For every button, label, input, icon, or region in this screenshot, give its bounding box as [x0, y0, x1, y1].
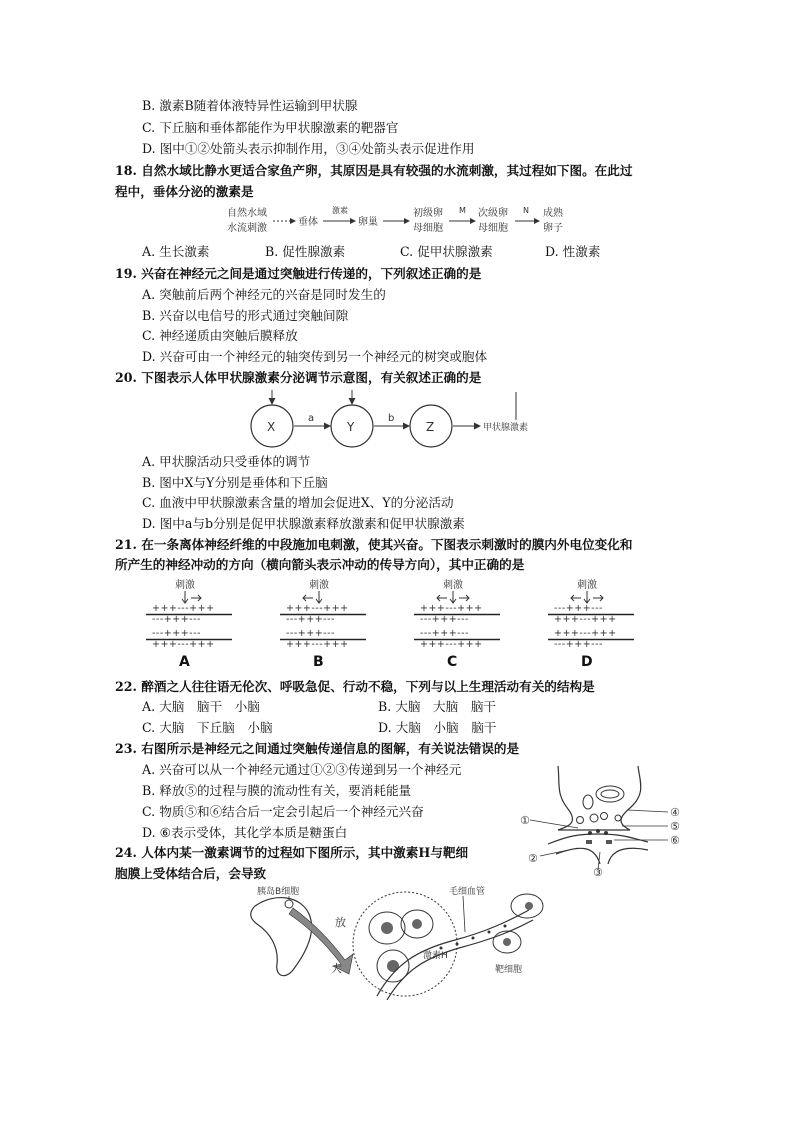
q21-charge-row-D-3: +++---+++ [554, 628, 617, 639]
q18-node-pituitary: 垂体 [298, 217, 318, 228]
q23-option-c: C. 物质⑤和⑥结合后一定会引起后一个神经元兴奋 [142, 804, 424, 819]
q20-node-y: Y [347, 420, 355, 434]
q21-conduct-right-arrow-C [459, 595, 469, 601]
q18-node-water-1: 自然水域 [227, 208, 267, 219]
q21-charge-row-C-4: +++---+++ [420, 639, 483, 650]
q23-label-5: ⑤ [670, 820, 680, 833]
q18-node-primary-oocyte-1: 初级卵 [413, 208, 443, 219]
q21-conduct-right-arrow-D [593, 595, 603, 601]
q17-option-c: C. 下丘脑和垂体都能作为甲状腺激素的靶器官 [142, 120, 399, 135]
q21-panel-label-D: D [581, 654, 593, 670]
q20-stem: 20. 下图表示人体甲状腺激素分泌调节示意图，有关叙述正确的是 [115, 370, 482, 385]
q21-nerve-fiber-panels [140, 578, 640, 670]
q21-conduct-right-arrow-A [191, 595, 201, 601]
q19-option-a: A. 突触前后两个神经元的兴奋是同时发生的 [142, 287, 386, 302]
q18-node-secondary-oocyte-2: 母细胞 [478, 223, 508, 234]
q21-panel-label-A: A [179, 654, 190, 670]
q21-charge-row-B-2: ---+++--- [286, 614, 335, 625]
q21-charge-row-D-2: +++---+++ [554, 614, 617, 625]
q21-charge-row-A-2: ---+++--- [152, 614, 201, 625]
q21-charge-row-B-1: +++---+++ [286, 603, 349, 614]
q21-stem-line1: 21. 在一条离体神经纤维的中段施加电刺激，使其兴奋。下图表示刺激时的膜内外电位变化和 [115, 537, 633, 552]
q19-option-c: C. 神经递质由突触后膜释放 [142, 328, 298, 343]
q21-panel-label-B: B [313, 654, 324, 670]
q21-conduct-left-arrow-D [571, 595, 581, 601]
q21-charge-row-C-2: ---+++--- [420, 614, 469, 625]
q21-stimulus-label-B: 刺激 [309, 580, 329, 591]
q18-node-primary-oocyte-2: 母细胞 [413, 223, 443, 234]
q24-stem-line2: 胞膜上受体结合后，会导致 [115, 866, 267, 881]
q22-option-a: A. 大脑 脑干 小脑 [142, 699, 260, 714]
q18-node-mature-egg-1: 成熟 [543, 208, 563, 219]
q21-charge-row-D-1: ---+++--- [554, 603, 603, 614]
q20-label-thyroid-hormone: 甲状腺激素 [483, 423, 529, 433]
q21-charge-row-B-4: +++---+++ [286, 639, 349, 650]
q18-option-d: D. 性激素 [545, 244, 601, 259]
q23-stem: 23. 右图所示是神经元之间通过突触传递信息的图解，有关说法错误的是 [115, 741, 520, 756]
q20-node-x: X [267, 420, 276, 434]
q18-node-ovary: 卵巢 [358, 217, 378, 228]
q20-label-b: b [388, 413, 395, 424]
q22-stem: 22. 醉酒之人往往语无伦次、呼吸急促、行动不稳，下列与以上生理活动有关的结构是 [115, 679, 595, 694]
q21-stimulus-label-A: 刺激 [175, 580, 195, 591]
q24-label-zoom-2: 大 [331, 962, 342, 975]
q24-label-capillary: 毛细血管 [449, 887, 486, 897]
q18-label-n: N [523, 206, 529, 215]
q21-conduct-left-arrow-B [303, 595, 313, 601]
q18-stem-line2: 程中，垂体分泌的激素是 [115, 184, 254, 199]
q22-option-b: B. 大脑 大脑 脑干 [378, 699, 497, 714]
q18-node-mature-egg-2: 卵子 [543, 223, 563, 234]
q19-option-d: D. 兴奋可由一个神经元的轴突传到另一个神经元的树突或胞体 [142, 349, 488, 364]
q21-stimulus-label-C: 刺激 [443, 580, 463, 591]
q24-label-hormone-h: 激素H [423, 951, 448, 961]
q21-charge-row-A-4: +++---+++ [152, 639, 215, 650]
q21-stimulus-label-D: 刺激 [577, 580, 597, 591]
q22-option-c: C. 大脑 下丘脑 小脑 [142, 720, 273, 735]
q23-option-d: D. ⑥表示受体，其化学本质是糖蛋白 [142, 825, 348, 840]
q23-synapse-diagram [518, 764, 693, 876]
q21-stem-line2: 所产生的神经冲动的方向（横向箭头表示冲动的传导方向），其中正确的是 [115, 557, 525, 572]
q20-option-d: D. 图中a与b分别是促甲状腺激素释放激素和促甲状腺激素 [142, 516, 465, 531]
q21-charge-row-D-4: ---+++--- [554, 639, 603, 650]
q21-charge-row-A-3: ---+++--- [152, 628, 201, 639]
q24-label-target-cell: 靶细胞 [495, 965, 523, 975]
q23-label-2: ② [528, 852, 538, 865]
q20-option-b: B. 图中X与Y分别是垂体和下丘脑 [142, 475, 328, 490]
q18-option-c: C. 促甲状腺激素 [400, 244, 493, 259]
q18-flow-diagram [225, 203, 585, 239]
q18-option-b: B. 促性腺激素 [265, 244, 346, 259]
q21-conduct-left-arrow-C [437, 595, 447, 601]
q23-option-a: A. 兴奋可以从一个神经元通过①②③传递到另一个神经元 [142, 762, 462, 777]
q20-option-a: A. 甲状腺活动只受垂体的调节 [142, 454, 311, 469]
q21-charge-row-C-3: ---+++--- [420, 628, 469, 639]
q20-option-c: C. 血液中甲状腺激素含量的增加会促进X、Y的分泌活动 [142, 495, 454, 510]
q21-charge-row-B-3: ---+++--- [286, 628, 335, 639]
q23-label-1: ① [520, 814, 530, 827]
q20-thyroid-diagram [240, 390, 530, 460]
q18-node-water-2: 水流刺激 [227, 223, 267, 234]
q23-label-4: ④ [670, 806, 680, 819]
q18-stem-line1: 18. 自然水域比静水更适合家鱼产卵，其原因是具有较强的水流刺激，其过程如下图。在此过 [115, 163, 633, 178]
q20-node-z: Z [426, 420, 435, 434]
q17-option-d: D. 图中①②处箭头表示抑制作用，③④处箭头表示促进作用 [142, 141, 475, 156]
q23-label-3: ③ [593, 866, 603, 876]
q23-option-b: B. 释放⑤的过程与膜的流动性有关，要消耗能量 [142, 783, 412, 798]
q21-panel-label-C: C [447, 654, 458, 670]
q24-label-islet-b-cell: 胰岛B细胞 [257, 887, 300, 897]
q24-stem-line1: 24. 人体内某一激素调节的过程如下图所示，其中激素H与靶细 [115, 845, 469, 860]
q18-node-secondary-oocyte-1: 次级卵 [478, 208, 508, 219]
q21-charge-row-A-1: +++---+++ [152, 603, 215, 614]
q23-label-6: ⑥ [670, 834, 680, 847]
q18-label-hormone: 激素 [332, 206, 348, 215]
q18-option-a: A. 生长激素 [142, 244, 210, 259]
q22-option-d: D. 大脑 小脑 脑干 [378, 720, 497, 735]
q17-option-b: B. 激素B随着体液特异性运输到甲状腺 [142, 98, 358, 113]
q24-hormone-diagram [245, 884, 555, 1000]
q24-label-zoom-1: 放 [335, 916, 346, 929]
q21-charge-row-C-1: +++---+++ [420, 603, 483, 614]
q19-stem: 19. 兴奋在神经元之间是通过突触进行传递的，下列叙述正确的是 [115, 266, 482, 281]
q19-option-b: B. 兴奋以电信号的形式通过突触间隙 [142, 308, 349, 323]
q20-label-a: a [308, 413, 315, 424]
q18-label-m: M [459, 206, 466, 215]
